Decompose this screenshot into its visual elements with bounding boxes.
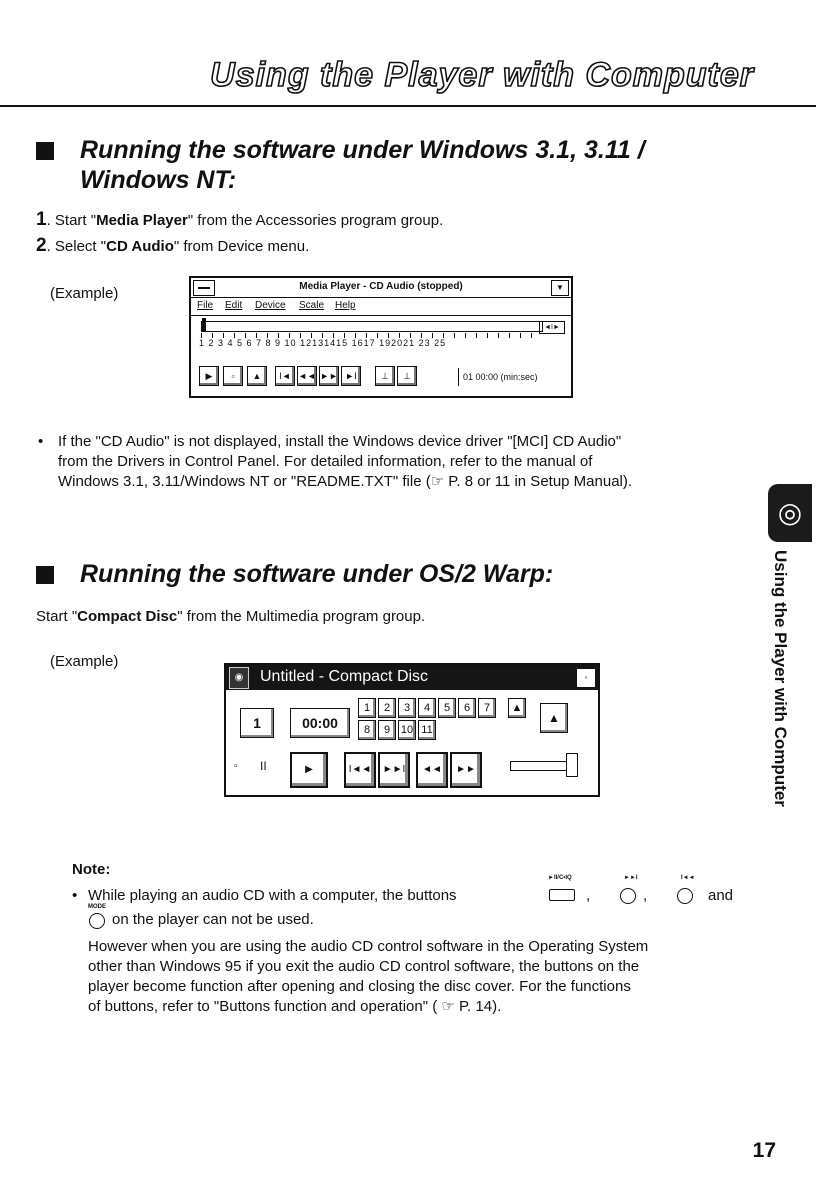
mark-out-button[interactable]: ⊥ xyxy=(397,366,417,386)
eject-button[interactable]: ▲ xyxy=(540,703,568,733)
minimize-icon[interactable]: ▫ xyxy=(576,668,596,688)
next-button-icon xyxy=(620,888,636,904)
disc-icon: ◎ xyxy=(768,484,812,542)
note-line-1: While playing an audio CD with a computer, the buttons xyxy=(88,887,457,904)
side-tab-label xyxy=(764,550,794,840)
media-player-window xyxy=(189,276,573,398)
mode-button-icon xyxy=(89,913,105,929)
play-button[interactable]: ▶ xyxy=(199,366,219,386)
step-number: 2 xyxy=(36,235,47,256)
media-player-title: Media Player - CD Audio (stopped) xyxy=(299,281,463,292)
rewind-button[interactable]: ◄◄ xyxy=(297,366,317,386)
position-readout: 01 00:00 (min:sec) xyxy=(458,368,569,386)
menu-device[interactable]: Device xyxy=(255,300,286,311)
page-number: 17 xyxy=(752,1139,776,1162)
menu-scale[interactable]: Scale xyxy=(299,300,325,311)
volume-slider[interactable] xyxy=(510,761,572,771)
next-track-button[interactable]: ►I xyxy=(341,366,361,386)
track-button-3[interactable]: 3 xyxy=(398,698,416,718)
note-para-line-1: However when you are using the audio CD control software in the Operating System xyxy=(88,938,649,955)
note-and: and xyxy=(708,887,734,904)
fast-forward-button[interactable]: ►► xyxy=(319,366,339,386)
pause-button[interactable]: ▫ xyxy=(223,366,243,386)
step-number: 1 xyxy=(36,209,47,230)
section2-body xyxy=(36,607,425,626)
previous-caption: I◄◄ xyxy=(681,875,695,881)
step-2 xyxy=(36,236,309,256)
previous-track-button[interactable]: I◄ xyxy=(275,366,295,386)
note-line-2: on the player can not be used. xyxy=(112,911,314,928)
play-pause-caption: ►II/C•IQ xyxy=(548,875,572,881)
next-track-button[interactable]: ►►I xyxy=(378,752,410,788)
info-bullet: • xyxy=(38,433,44,450)
media-player-titlebar xyxy=(191,278,571,298)
info-line-3: Windows 3.1, 3.11/Windows NT or "README.TXT" file (☞ P. 8 or 11 in Setup Manual). xyxy=(58,473,633,490)
mode-caption: MODE xyxy=(88,904,106,910)
track-button-7[interactable]: 7 xyxy=(478,698,496,718)
compact-disc-title: Untitled - Compact Disc xyxy=(260,668,429,685)
step-bold: CD Audio xyxy=(106,238,174,255)
track-numbers: 1 2 3 4 5 6 7 8 9 10 12131415 1617 192021 23 25 xyxy=(199,338,447,348)
note-para-line-2: other than Windows 95 if you exit the audio CD control software, the buttons on the xyxy=(88,958,640,975)
track-button-4[interactable]: 4 xyxy=(418,698,436,718)
section2-title: Running the software under OS/2 Warp: xyxy=(80,560,554,588)
track-button-10[interactable]: 10 xyxy=(398,720,416,740)
play-button[interactable]: ▶ xyxy=(290,752,328,788)
compact-disc-window xyxy=(224,663,600,797)
compact-disc-app-icon[interactable]: ◉ xyxy=(229,667,249,689)
track-button-9[interactable]: 9 xyxy=(378,720,396,740)
position-track[interactable] xyxy=(201,321,543,332)
body-bold: Compact Disc xyxy=(77,608,178,625)
menu-edit[interactable]: Edit xyxy=(225,300,243,311)
menu-file[interactable]: File xyxy=(197,300,214,311)
info-line-1: If the "CD Audio" is not displayed, install the Windows device driver "[MCI] CD Audio" xyxy=(58,433,622,450)
compact-disc-titlebar xyxy=(226,665,598,690)
eject-button[interactable]: ▲ xyxy=(247,366,267,386)
fast-forward-button[interactable]: ►► xyxy=(450,752,482,788)
track-button-6[interactable]: 6 xyxy=(458,698,476,718)
section-bullet xyxy=(36,142,54,160)
body-text: Start " xyxy=(36,608,78,625)
header-rule xyxy=(0,105,816,107)
example-label: (Example) xyxy=(50,653,119,670)
track-button-2[interactable]: 2 xyxy=(378,698,396,718)
scroll-arrows-icon[interactable]: ◄I► xyxy=(539,321,565,334)
note-bullet: • xyxy=(72,887,78,904)
comma: , xyxy=(643,887,648,904)
rewind-button[interactable]: ◄◄ xyxy=(416,752,448,788)
stop-icon[interactable]: ▫ xyxy=(234,761,238,772)
track-button-11[interactable]: 11 xyxy=(418,720,436,740)
header-title: Using the Player with Computer xyxy=(210,56,754,94)
body-text: " from the Multimedia program group. xyxy=(177,608,426,625)
step-bold: Media Player xyxy=(96,212,188,229)
section-bullet xyxy=(36,566,54,584)
track-display: 1 xyxy=(240,708,274,738)
track-button-8[interactable]: 8 xyxy=(358,720,376,740)
info-line-2: from the Drivers in Control Panel. For detailed information, refer to the manual of xyxy=(58,453,593,470)
side-tab-text: Using the Player with Computer xyxy=(771,550,790,807)
track-button-1[interactable]: 1 xyxy=(358,698,376,718)
note-para-line-3: player become function after opening and closing the disc cover. For the functions xyxy=(88,978,631,995)
step-text: " from Device menu. xyxy=(173,238,310,255)
note-para-line-4: of buttons, refer to "Buttons function and operation" ( ☞ P. 14). xyxy=(88,998,502,1015)
note-label: Note: xyxy=(72,861,111,878)
media-player-menubar xyxy=(191,298,571,316)
next-caption: ►►I xyxy=(624,875,638,881)
section1-title-line1: Running the software under Windows 3.1, 3.11 / xyxy=(80,136,645,164)
scroll-up-icon[interactable]: ▲ xyxy=(508,698,526,718)
step-text: . Start " xyxy=(46,212,97,229)
step-text: " from the Accessories program group. xyxy=(187,212,444,229)
previous-track-button[interactable]: I◄◄ xyxy=(344,752,376,788)
mark-in-button[interactable]: ⊥ xyxy=(375,366,395,386)
previous-button-icon xyxy=(677,888,693,904)
step-1 xyxy=(36,210,443,230)
pause-icon[interactable]: II xyxy=(260,759,267,773)
time-display: 00:00 xyxy=(290,708,350,738)
minimize-icon[interactable]: ▼ xyxy=(551,280,569,296)
comma: , xyxy=(586,887,591,904)
position-thumb[interactable] xyxy=(202,318,206,332)
play-pause-button-icon xyxy=(549,889,575,901)
example-label: (Example) xyxy=(50,285,119,302)
menu-help[interactable]: Help xyxy=(335,300,356,311)
step-text: . Select " xyxy=(46,238,107,255)
section1-title-line2: Windows NT: xyxy=(80,166,237,194)
track-button-5[interactable]: 5 xyxy=(438,698,456,718)
volume-slider-knob[interactable] xyxy=(566,753,578,777)
